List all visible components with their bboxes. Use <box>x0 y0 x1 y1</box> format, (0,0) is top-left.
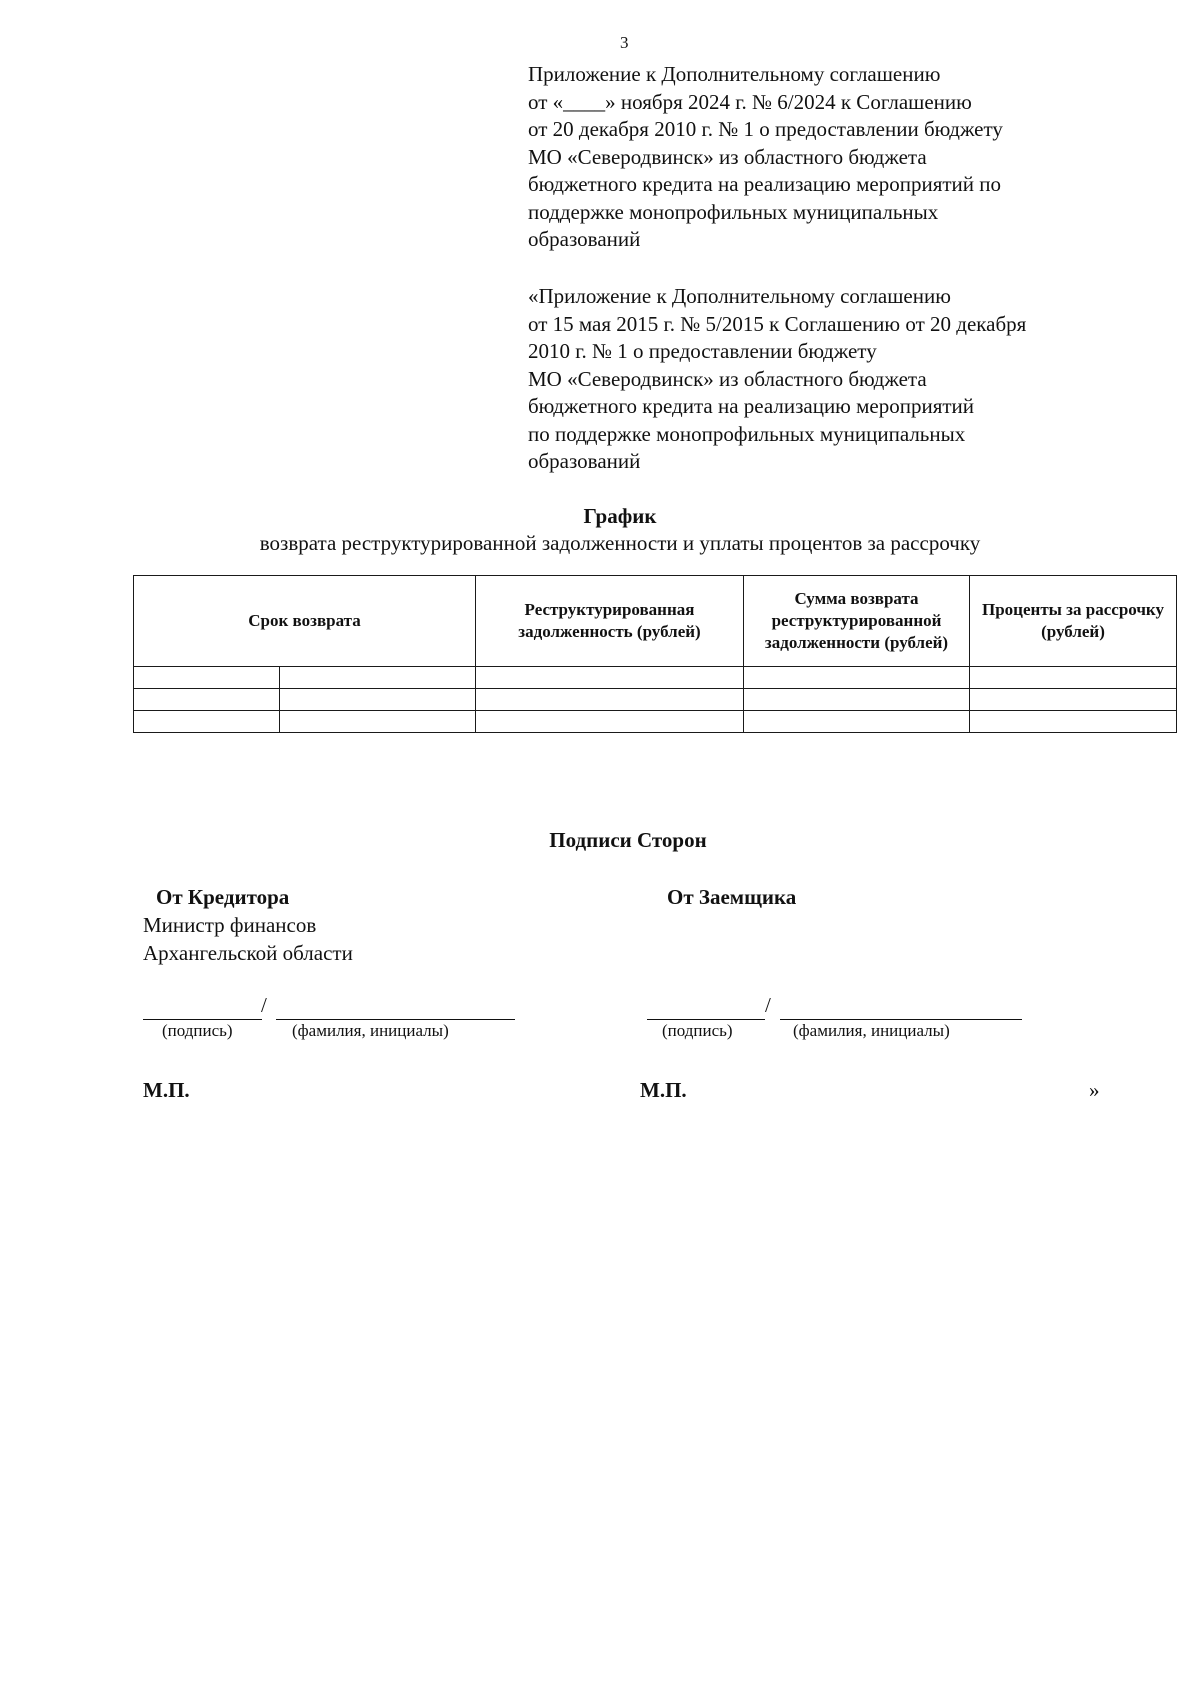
appendix-line: по поддержке монопрофильных муниципальных <box>528 421 966 446</box>
borrower-signature-line <box>647 1019 765 1020</box>
creditor-name-caption: (фамилия, инициалы) <box>292 1021 449 1040</box>
table-cell <box>476 667 744 689</box>
borrower-slash: / <box>765 993 771 1017</box>
appendix-line: 2010 г. № 1 о предоставлении бюджету <box>528 339 877 363</box>
table-cell <box>134 689 280 711</box>
appendix-line: Приложение к Дополнительному соглашению <box>528 62 941 86</box>
borrower-block <box>667 883 796 911</box>
table-row <box>134 667 1177 689</box>
appendix-reference-original <box>528 283 1115 476</box>
closing-quote: » <box>1089 1078 1100 1102</box>
borrower-heading: От Заемщика <box>667 885 797 909</box>
table-cell <box>280 667 476 689</box>
appendix-reference-current <box>528 61 1088 254</box>
appendix-line: от 15 мая 2015 г. № 5/2015 к Соглашению от 20 декабря <box>528 311 1027 336</box>
header-repayment-amount: Сумма возврата реструктурированной задолженности (рублей) <box>744 576 970 667</box>
table-cell <box>476 689 744 711</box>
header-interest: Проценты за рассрочку (рублей) <box>970 576 1177 667</box>
signatures-title: Подписи Сторон <box>549 828 707 852</box>
table-cell <box>744 711 970 733</box>
creditor-block <box>143 883 353 967</box>
appendix-line: образований <box>528 227 641 251</box>
table-cell <box>134 711 280 733</box>
borrower-signature-caption: (подпись) <box>662 1021 733 1040</box>
borrower-seal-mark: М.П. <box>640 1078 687 1102</box>
appendix-line: МО «Северодвинск» из областного бюджета <box>528 144 927 169</box>
repayment-schedule-table <box>133 575 1177 733</box>
table-cell <box>970 711 1177 733</box>
creditor-position: Министр финансов <box>143 913 317 937</box>
header-restructured-debt: Реструктурированная задолженность (рублей) <box>476 576 744 667</box>
appendix-line: МО «Северодвинск» из областного бюджета <box>528 366 927 391</box>
schedule-title: График <box>583 504 657 528</box>
table-header-row <box>134 576 1177 667</box>
header-term: Срок возврата <box>134 576 476 667</box>
table-cell <box>970 667 1177 689</box>
table-cell <box>970 689 1177 711</box>
creditor-slash: / <box>261 993 267 1017</box>
table-cell <box>280 711 476 733</box>
appendix-line: образований <box>528 449 641 473</box>
table-cell <box>134 667 280 689</box>
creditor-signature-line <box>143 1019 262 1020</box>
table-row <box>134 711 1177 733</box>
borrower-name-line <box>780 1019 1022 1020</box>
table-row <box>134 689 1177 711</box>
appendix-line: поддержке монопрофильных муниципальных <box>528 199 939 224</box>
page-number: 3 <box>620 33 629 52</box>
creditor-seal-mark: М.П. <box>143 1078 190 1102</box>
appendix-line: бюджетного кредита на реализацию мероприятий по <box>528 172 1002 196</box>
table-cell <box>744 689 970 711</box>
borrower-name-caption: (фамилия, инициалы) <box>793 1021 950 1040</box>
appendix-line: «Приложение к Дополнительному соглашению <box>528 284 951 308</box>
appendix-line: от 20 декабря 2010 г. № 1 о предоставлении бюджету <box>528 117 1003 141</box>
table-cell <box>280 689 476 711</box>
creditor-heading: От Кредитора <box>156 885 290 909</box>
appendix-line: бюджетного кредита на реализацию мероприятий <box>528 394 975 418</box>
appendix-line: от «____» ноября 2024 г. № 6/2024 к Соглашению <box>528 89 972 114</box>
schedule-subtitle: возврата реструктурированной задолженности и уплаты процентов за рассрочку <box>259 531 981 555</box>
creditor-name-line <box>276 1019 515 1020</box>
creditor-region: Архангельской области <box>143 941 353 965</box>
table-cell <box>744 667 970 689</box>
creditor-signature-caption: (подпись) <box>162 1021 233 1040</box>
table-cell <box>476 711 744 733</box>
